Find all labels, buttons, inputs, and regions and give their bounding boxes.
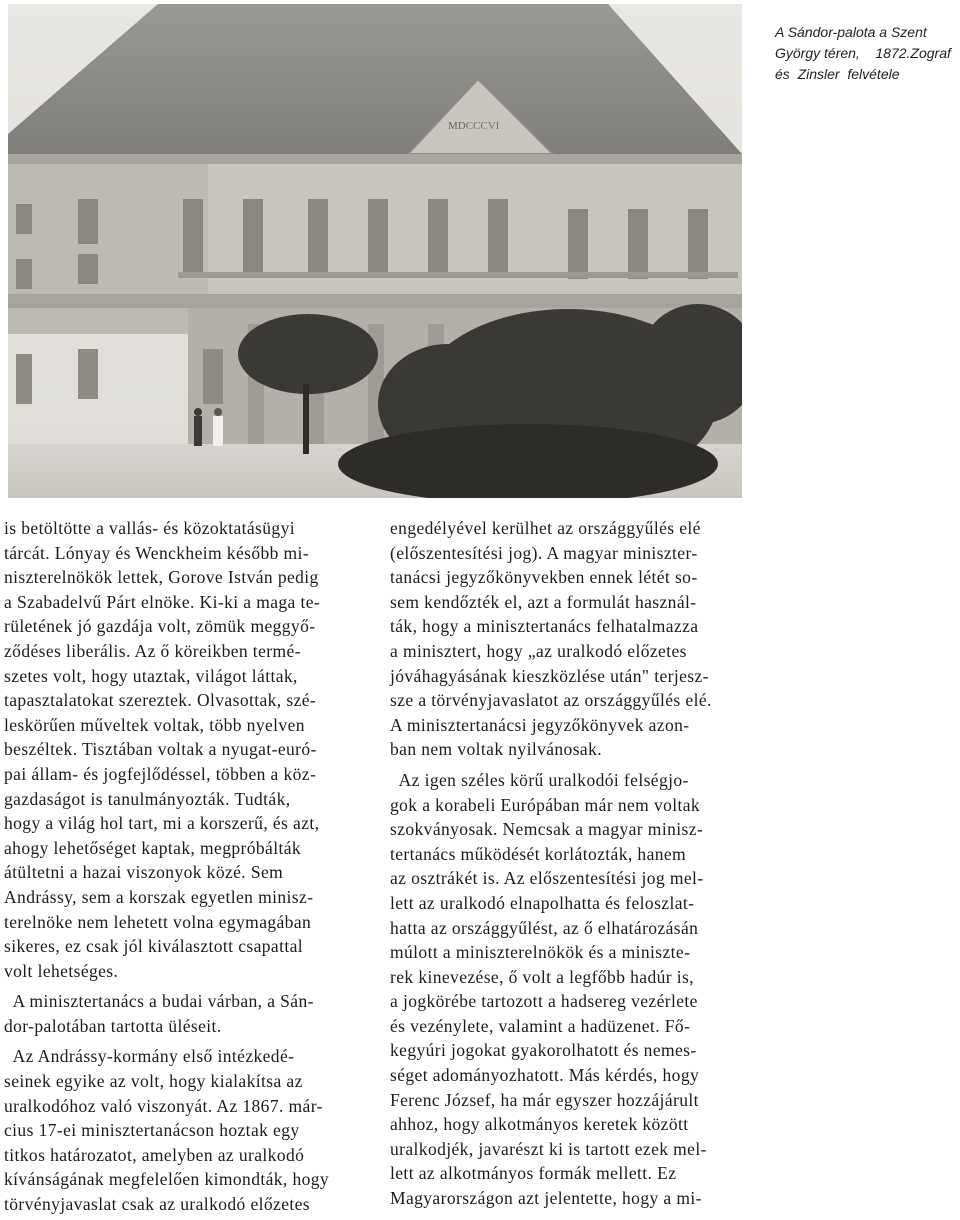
- text-line: volt lehetséges.: [4, 960, 119, 981]
- text-line: és vezénylete, valamint a hadüzenet. Fő-: [390, 1015, 691, 1036]
- text-line: lett az uralkodó elnapolhatta és feloszlat-: [390, 892, 695, 913]
- text-line: rületének jó gazdája volt, zömük meggyő-: [4, 616, 316, 637]
- text-line: az osztrákét is. Az előszentesítési jog mel-: [390, 868, 704, 889]
- right-text-column: [390, 516, 748, 1211]
- palace-photo: [8, 4, 742, 498]
- text-line: is betöltötte a vallás- és közoktatásügyi: [4, 518, 295, 538]
- text-line: lett az alkotmányos formák mellett. Ez: [390, 1163, 677, 1184]
- paragraph: [390, 516, 748, 762]
- text-line: Az Andrássy-kormány első intézkedé-: [4, 1046, 295, 1067]
- photo-caption: [775, 22, 955, 85]
- text-line: gazdaságot is tanulmányozták. Tudták,: [4, 788, 291, 809]
- text-line: uralkodóhoz való viszonyát. Az 1867. már-: [4, 1095, 323, 1116]
- text-line: A minisztertanácsi jegyzőkönyvek azon-: [390, 714, 690, 735]
- text-line: pai állam- és jogfejlődéssel, többen a köz-: [4, 763, 317, 784]
- text-line: ahogy lehetőséget kaptak, megpróbálták: [4, 837, 302, 858]
- text-line: tertanács működését korlátozták, hanem: [390, 843, 687, 864]
- text-line: sze a törvényjavaslatot az országgyűlés elé.: [390, 690, 712, 711]
- text-line: tanácsi jegyzőkönyvekben ennek létét so-: [390, 567, 698, 588]
- text-line: gok a korabeli Európában már nem voltak: [390, 794, 701, 815]
- text-line: titkos határozatot, amelyben az uralkodó: [4, 1144, 305, 1165]
- svg-text:MDCCCVI: MDCCCVI: [448, 120, 500, 132]
- caption-line: György téren, 1872.Zograf: [775, 45, 951, 61]
- text-line: uralkodjék, javarészt ki is tartott ezek mel-: [390, 1138, 707, 1159]
- text-line: sem kendőzték el, azt a formulát használ-: [390, 591, 697, 612]
- text-line: tapasztalatokat szereztek. Olvasottak, szé-: [4, 690, 317, 711]
- text-line: kegyúri jogokat gyakorolhatott és nemes-: [390, 1040, 697, 1061]
- paragraph: [4, 516, 364, 983]
- caption-line: A Sándor-palota a Szent: [775, 24, 927, 40]
- text-line: terelnöke nem lehetett volna egymagában: [4, 911, 312, 932]
- text-line: a jogkörébe tartozott a hadsereg vezérlete: [390, 991, 698, 1012]
- text-line: hatta az országgyűlést, az ő elhatározásán: [390, 917, 699, 938]
- text-line: Az igen széles körű uralkodói felségjo-: [390, 769, 689, 790]
- text-line: beszéltek. Tisztában voltak a nyugat-euró-: [4, 739, 317, 760]
- text-line: dor-palotában tartotta üléseit.: [4, 1015, 222, 1036]
- text-line: seinek egyike az volt, hogy kialakítsa az: [4, 1071, 303, 1092]
- paragraph: [390, 768, 748, 1211]
- text-line: engedélyével kerülhet az országgyűlés elé: [390, 518, 701, 538]
- text-line: ahhoz, hogy alkotmányos keretek között: [390, 1114, 689, 1135]
- text-line: jóváhagyásának kieszközlése után" terjesz-: [390, 665, 709, 686]
- text-line: átültetni a hazai viszonyok közé. Sem: [4, 862, 284, 883]
- text-line: múlott a miniszterelnökök és a miniszte-: [390, 942, 691, 963]
- text-line: kívánságának megfelelően kimondták, hogy: [4, 1169, 330, 1190]
- text-line: hogy a világ hol tart, mi a korszerű, és azt,: [4, 813, 320, 834]
- text-line: Ferenc József, ha már egyszer hozzájárult: [390, 1089, 699, 1110]
- text-line: tárcát. Lónyay és Wenckheim később mi-: [4, 542, 310, 563]
- paragraph: [4, 989, 364, 1038]
- text-line: cius 17-ei minisztertanácson hoztak egy: [4, 1120, 300, 1141]
- text-line: sikeres, ez csak jól kiválasztott csapattal: [4, 936, 304, 957]
- text-line: ták, hogy a minisztertanács felhatalmazza: [390, 616, 699, 637]
- text-line: szokványosak. Nemcsak a magyar minisz-: [390, 819, 704, 840]
- caption-line: és Zinsler felvétele: [775, 66, 900, 82]
- text-line: Andrássy, sem a korszak egyetlen minisz-: [4, 886, 314, 907]
- text-line: rek kinevezése, ő volt a legfőbb hadúr is,: [390, 966, 694, 987]
- text-line: a Szabadelvű Párt elnöke. Ki-ki a maga te-: [4, 591, 321, 612]
- text-line: Magyarországon azt jelentette, hogy a mi-: [390, 1188, 702, 1209]
- text-line: törvényjavaslat csak az uralkodó előzetes: [4, 1194, 310, 1215]
- text-line: ződéses liberális. Az ő köreikben termé-: [4, 640, 301, 661]
- text-line: niszterelnökök lettek, Gorove István pedig: [4, 567, 319, 588]
- text-line: leskörűen műveltek voltak, több nyelven: [4, 714, 305, 735]
- text-line: (előszentesítési jog). A magyar miniszter-: [390, 542, 698, 563]
- text-line: szetes volt, hogy utaztak, világot láttak,: [4, 665, 298, 686]
- text-line: séget adományozhatott. Más kérdés, hogy: [390, 1065, 700, 1086]
- paragraph: [4, 1044, 364, 1216]
- text-line: ban nem voltak nyilvánosak.: [390, 739, 603, 760]
- building-photo-illustration: [8, 4, 742, 498]
- text-line: a minisztert, hogy „az uralkodó előzetes: [390, 640, 687, 661]
- left-text-column: [4, 516, 364, 1217]
- text-line: A minisztertanács a budai várban, a Sán-: [4, 991, 314, 1012]
